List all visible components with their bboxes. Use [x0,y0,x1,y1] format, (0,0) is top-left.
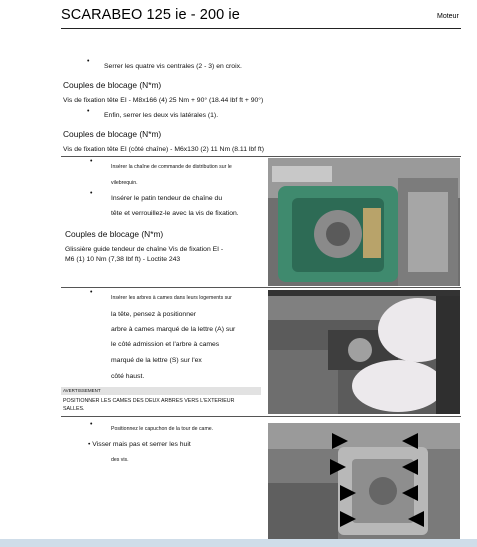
step-text: des vis. [111,457,129,463]
bullet: • [87,108,90,115]
page-title: SCARABEO 125 ie - 200 ie [61,7,240,23]
torque-spec: Glissière guide tendeur de chaîne Vis de fixation EI - [65,246,224,253]
warning-label: AVERTISSEMENT [63,388,101,393]
torque-heading: Couples de blocage (N*m) [65,229,164,239]
torque-spec: Vis de fixation tête EI (côté chaîne) - M6x130 (2) 11 Nm (8.11 lbf ft) [63,146,264,153]
bullet: • [90,158,93,165]
step-text: Serrer les quatre vis centrales (2 - 3) en croix. [104,63,242,70]
step-text: Enfin, serrer les deux vis latérales (1). [104,112,219,119]
bullet: • [90,421,93,428]
torque-spec: Vis de fixation tête EI - M8x166 (4) 25 Nm + 90° (18.44 lbf ft + 90°) [63,97,264,104]
step-text: côté haust. [111,373,145,380]
section-divider [61,156,461,157]
step-text: arbre à cames marqué de la lettre (A) sur [111,326,236,333]
engine-photo-camshaft [268,290,460,414]
engine-photo-cam-tower [268,423,460,539]
step-text: vilebrequin. [111,180,138,186]
section-divider [61,416,461,417]
header-divider [61,28,461,29]
step-text: tête et verrouillez-le avec la vis de fixation. [111,210,239,217]
step-text: Insérer les arbres à cames dans leurs logements sur [111,295,232,301]
step-text: Insérer la chaîne de commande de distribution sur le [111,164,232,170]
step-text: Positionnez le capuchon de la tour de came. [111,426,214,432]
engine-photo-chain [268,158,460,286]
bullet: • [90,289,93,296]
torque-heading: Couples de blocage (N*m) [63,129,162,139]
step-text: la tête, pensez à positionner [111,311,197,318]
step-text: Insérer le patin tendeur de chaîne du [111,195,223,202]
warning-text: POSITIONNER LES CAMES DES DEUX ARBRES VERS L'EXTERIEUR [63,398,235,404]
torque-heading: Couples de blocage (N*m) [63,80,162,90]
bullet: • [87,58,90,65]
torque-spec: M6 (1) 10 Nm (7,38 lbf ft) - Loctite 243 [65,256,181,263]
step-text: • Visser mais pas et serrer les huit [88,441,191,448]
warning-text: SALLES. [63,406,85,412]
bullet: • [90,190,93,197]
step-text: marqué de la lettre (S) sur l'ex [111,357,202,364]
footer-bar [0,539,477,547]
step-text: le côté admission et l'arbre à cames [111,341,220,348]
section-label: Moteur [437,13,459,20]
section-divider [61,287,461,288]
